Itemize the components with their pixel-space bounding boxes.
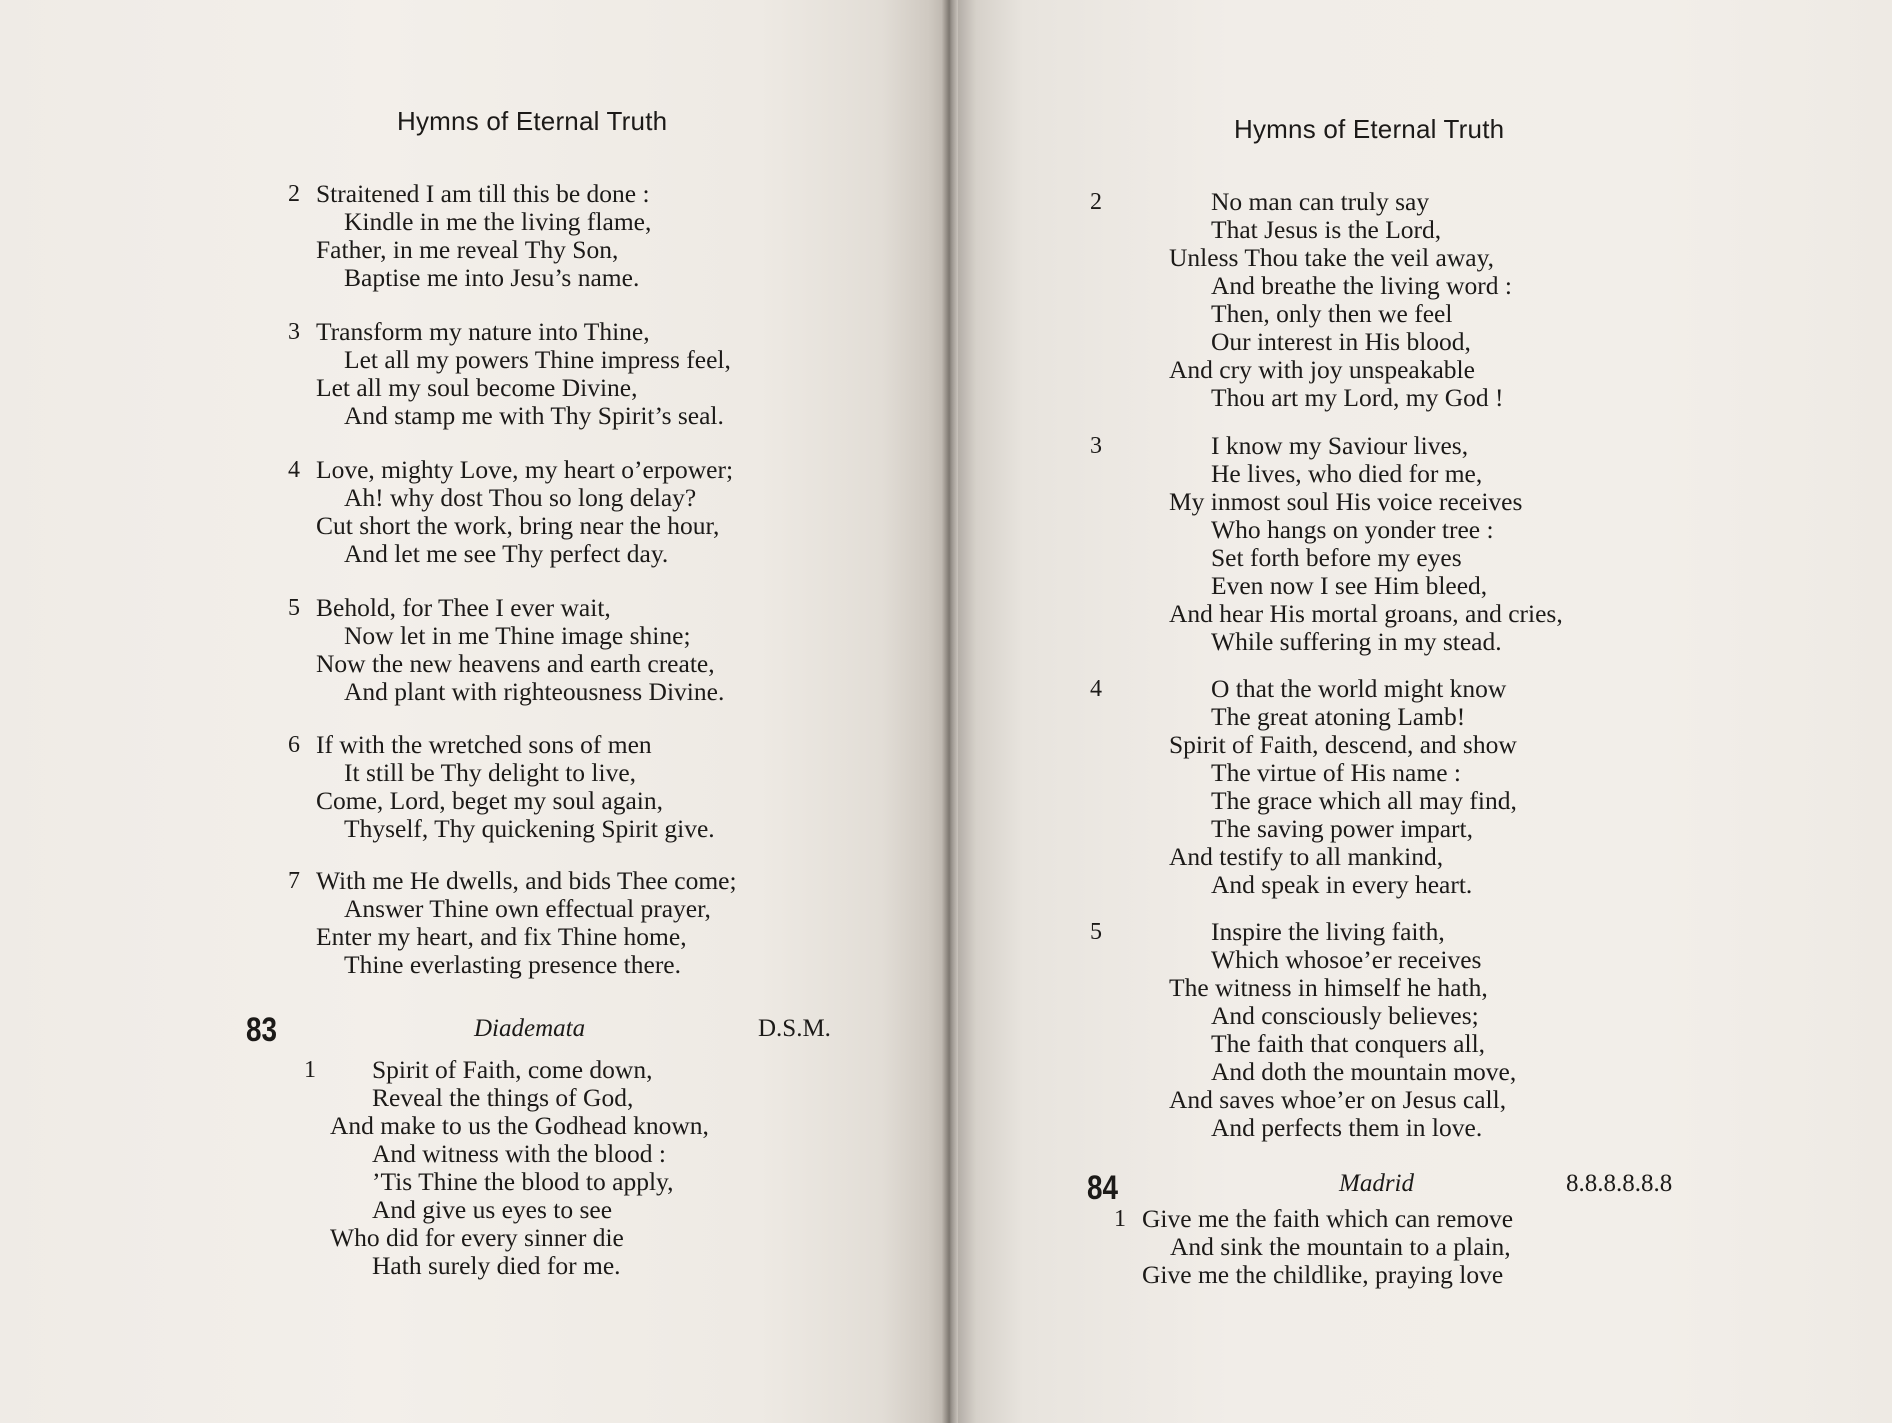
tune-name: Madrid [1339,1170,1414,1197]
book-gutter [942,0,958,1423]
verse-line: Which whosoe’er receives [1211,945,1482,974]
verse [288,593,725,706]
verse-line: It still be Thy delight to live, [344,758,637,787]
verse-line: Enter my heart, and fix Thine home, [316,922,687,951]
verse-line: Who did for every sinner die [330,1223,624,1252]
verse-number: 4 [1090,676,1102,702]
verse-line: O that the world might know [1211,674,1507,703]
verse-line: If with the wretched sons of men [316,730,652,759]
verse-line: The great atoning Lamb! [1211,702,1466,731]
verse [288,866,737,979]
verse-line: Spirit of Faith, descend, and show [1169,730,1517,759]
verse-line: And plant with righteousness Divine. [344,677,725,706]
verse-line: Unless Thou take the veil away, [1169,243,1495,272]
verse-number: 1 [1114,1206,1126,1232]
verse-line: My inmost soul His voice receives [1169,487,1523,516]
verse [1090,431,1563,656]
verse-number: 6 [288,732,300,758]
verse-line: Inspire the living faith, [1211,917,1445,946]
verse-line: Thine everlasting presence there. [344,950,682,979]
verse-line: And stamp me with Thy Spirit’s seal. [344,401,724,430]
verse-line: And witness with the blood : [372,1139,666,1168]
verse-line: Hath surely died for me. [372,1251,621,1280]
verse-line: Straitened I am till this be done : [316,179,650,208]
verse-line: And give us eyes to see [372,1195,613,1224]
verse-line: Love, mighty Love, my heart o’erpower; [316,455,734,484]
verse-line: And doth the mountain move, [1211,1057,1517,1086]
verse-number: 2 [288,181,300,207]
verse-line: That Jesus is the Lord, [1211,215,1442,244]
verse-line: And perfects them in love. [1211,1113,1483,1142]
verse-line: Our interest in His blood, [1211,327,1471,356]
verse-line: And make to us the Godhead known, [330,1111,709,1140]
verse-line: And testify to all mankind, [1169,842,1444,871]
verse [1090,917,1517,1142]
verse-line: Thyself, Thy quickening Spirit give. [344,814,715,843]
verse-line: And cry with joy unspeakable [1169,355,1475,384]
meter: 8.8.8.8.8.8 [1566,1170,1673,1197]
verse-line: While suffering in my stead. [1211,627,1502,656]
verse [1090,187,1512,412]
verse-line: Spirit of Faith, come down, [372,1055,653,1084]
verse-line: And consciously believes; [1211,1001,1479,1030]
verse [1114,1204,1514,1289]
tune-name: Diademata [474,1015,586,1042]
verse-line: Give me the childlike, praying love [1142,1260,1504,1289]
verse-number: 1 [304,1057,316,1083]
verse-line: Reveal the things of God, [372,1083,634,1112]
verse [304,1055,709,1280]
verse-line: Give me the faith which can remove [1142,1204,1514,1233]
verse [288,730,715,843]
verse-line: Ah! why dost Thou so long delay? [344,483,697,512]
verse-line: Let all my soul become Divine, [316,373,638,402]
verse-line: Behold, for Thee I ever wait, [316,593,611,622]
right-page [948,0,1892,1423]
verse-number: 2 [1090,189,1102,215]
verse-line: Cut short the work, bring near the hour, [316,511,720,540]
verse [1090,674,1517,899]
hymn-number: 83 [246,1011,278,1049]
hymn-number: 84 [1087,1169,1119,1207]
verse-line: And speak in every heart. [1211,870,1473,899]
verse-number: 5 [1090,919,1102,945]
verse-line: Now let in me Thine image shine; [344,621,691,650]
verse-line: And breathe the living word : [1211,271,1512,300]
verse-number: 3 [1090,433,1102,459]
verse-line: Now the new heavens and earth create, [316,649,715,678]
verse-number: 7 [288,868,300,894]
verse-line: Even now I see Him bleed, [1211,571,1488,600]
verse-line: And saves whoe’er on Jesus call, [1169,1085,1507,1114]
verse-number: 4 [288,457,300,483]
verse-line: Come, Lord, beget my soul again, [316,786,664,815]
verse [288,317,731,430]
verse-line: The grace which all may find, [1211,786,1517,815]
verse-line: Father, in me reveal Thy Son, [316,235,619,264]
verse-line: Let all my powers Thine impress feel, [344,345,731,374]
verse-number: 3 [288,319,300,345]
verse [288,179,652,292]
verse-line: Then, only then we feel [1211,299,1453,328]
verse-line: The saving power impart, [1211,814,1474,843]
verse-line: Baptise me into Jesu’s name. [344,263,640,292]
verse-line: I know my Saviour lives, [1211,431,1469,460]
verse-number: 5 [288,595,300,621]
verse-line: With me He dwells, and bids Thee come; [316,866,737,895]
running-head: Hymns of Eternal Truth [1234,114,1505,144]
verse-line: Thou art my Lord, my God ! [1211,383,1504,412]
verse-line: And sink the mountain to a plain, [1170,1232,1511,1261]
verse-line: No man can truly say [1211,187,1430,216]
verse-line: And hear His mortal groans, and cries, [1169,599,1563,628]
verse-line: Kindle in me the living flame, [344,207,652,236]
verse-line: Transform my nature into Thine, [316,317,650,346]
verse-line: And let me see Thy perfect day. [344,539,669,568]
verse-line: The virtue of His name : [1211,758,1461,787]
verse-line: Who hangs on yonder tree : [1211,515,1494,544]
verse-line: The witness in himself he hath, [1169,973,1488,1002]
running-head: Hymns of Eternal Truth [397,106,668,136]
verse-line: The faith that conquers all, [1211,1029,1486,1058]
verse-line: He lives, who died for me, [1211,459,1483,488]
meter: D.S.M. [758,1015,831,1042]
verse-line: ’Tis Thine the blood to apply, [372,1167,674,1196]
verse-line: Set forth before my eyes [1211,543,1462,572]
verse-line: Answer Thine own effectual prayer, [344,894,711,923]
verse [288,455,734,568]
